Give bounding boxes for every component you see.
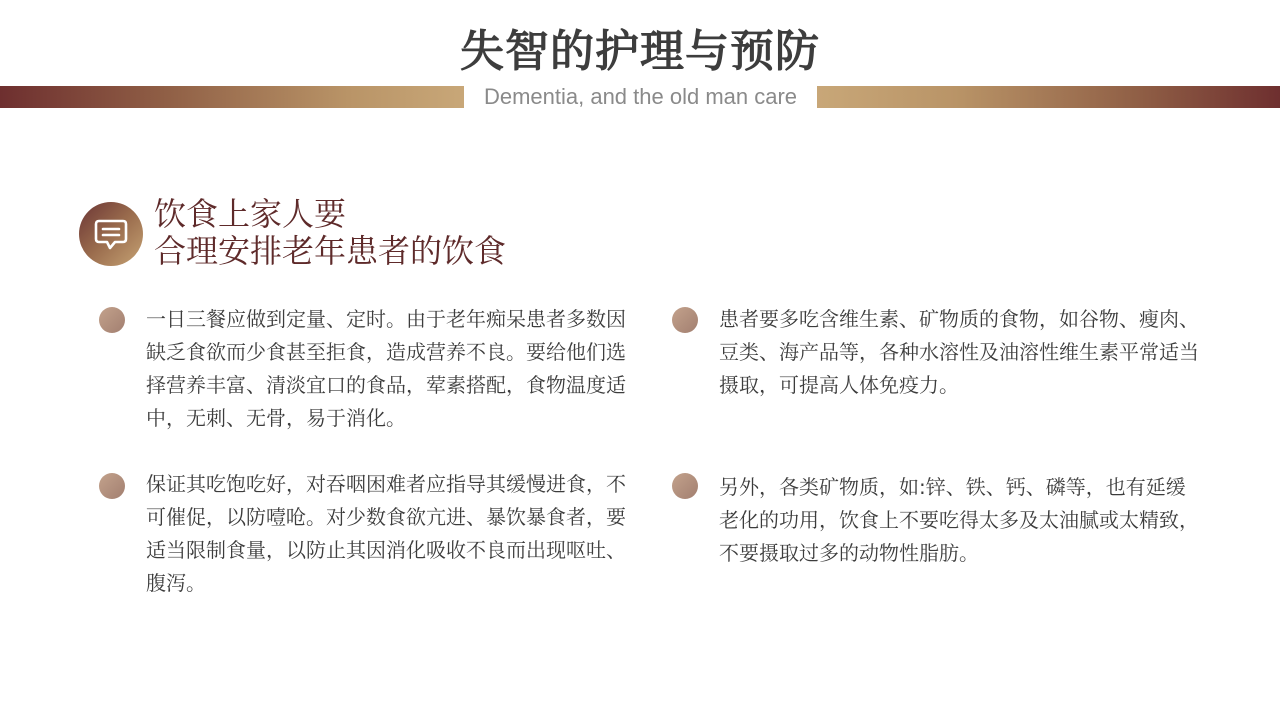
slide-title: 失智的护理与预防 xyxy=(460,26,820,77)
section-heading-line1: 饮食上家人要 xyxy=(154,195,347,233)
bullet-dot xyxy=(672,473,698,499)
list-item: 另外，各类矿物质，如:锌、铁、钙、磷等，也有延缓老化的功用，饮食上不要吃得太多及太油腻或太精致，不要摄取过多的动物性脂肪。 xyxy=(719,475,1199,565)
list-item: 一日三餐应做到定量、定时。由于老年痴呆患者多数因缺乏食欲而少食甚至拒食，造成营养不良。要给他们选择营养丰富、清淡宜口的食品，荤素搭配，食物温度适中，无刺、无骨，易于消化。 xyxy=(146,307,626,430)
bullet-dot xyxy=(99,473,125,499)
bullet-dot xyxy=(672,307,698,333)
header-band-left xyxy=(0,86,464,108)
slide-subtitle: Dementia, and the old man care xyxy=(483,84,798,109)
section-badge xyxy=(79,202,143,266)
list-item: 患者要多吃含维生素、矿物质的食物，如谷物、瘦肉、豆类、海产品等，各种水溶性及油溶性维生素平常适当摄取，可提高人体免疫力。 xyxy=(719,307,1199,397)
header-band-right xyxy=(817,86,1280,108)
bullet-dot xyxy=(99,307,125,333)
list-item: 保证其吃饱吃好，对吞咽困难者应指导其缓慢进食，不可催促，以防噎呛。对少数食欲亢进、暴饮暴食者，要适当限制食量，以防止其因消化吸收不良而出现呕吐、腹泻。 xyxy=(146,472,626,595)
section-heading xyxy=(154,196,506,270)
speech-bubble-icon xyxy=(91,214,131,254)
section-heading-line2: 合理安排老年患者的饮食 xyxy=(154,232,507,270)
